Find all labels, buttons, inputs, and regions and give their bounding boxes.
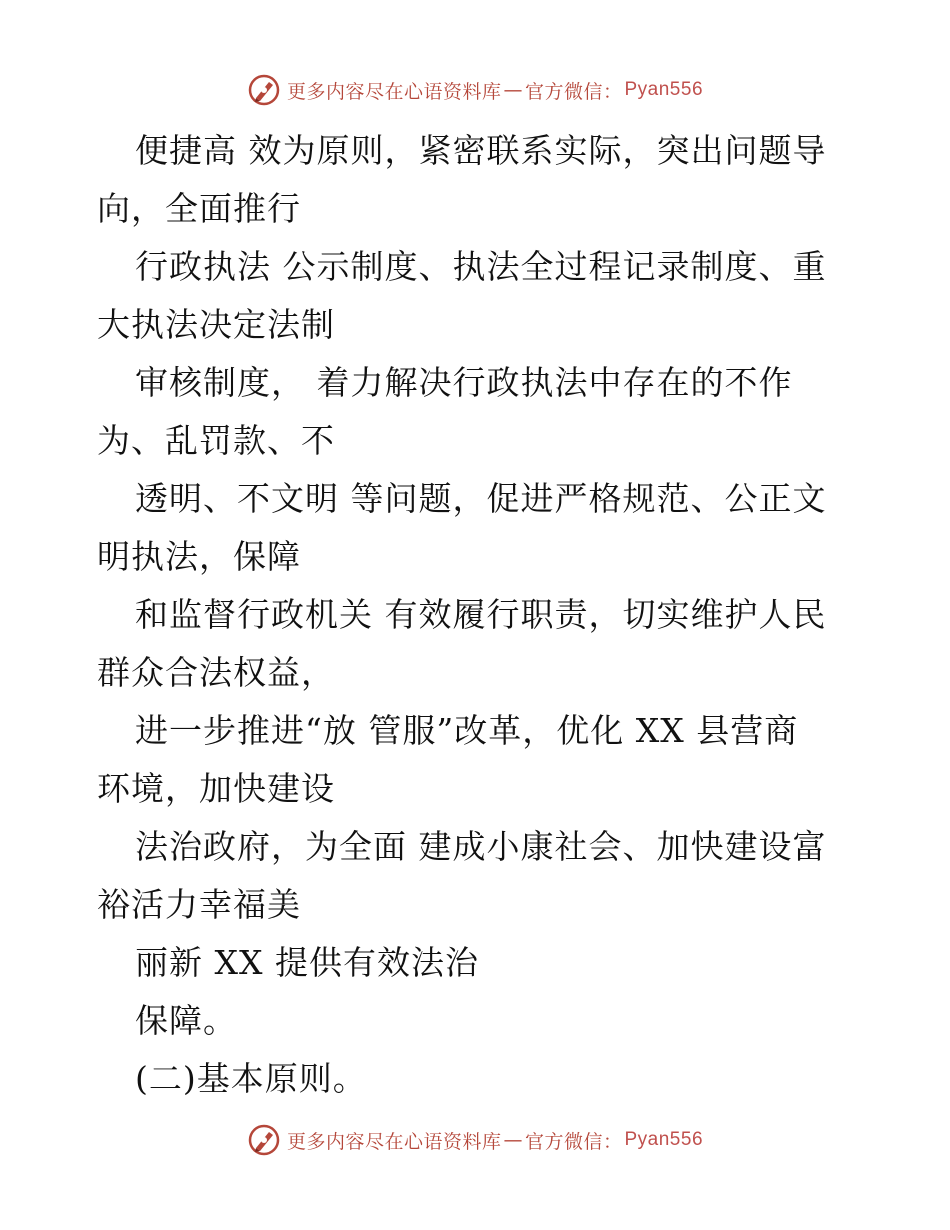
body-line: 群众合法权益， xyxy=(97,653,335,692)
body-line: 便捷高 效为原则，紧密联系实际，突出问题导 xyxy=(135,131,827,170)
footer-wechat-id: Pyan556 xyxy=(624,1129,704,1150)
body-line: 丽新 XX 提供有效法治 xyxy=(135,943,479,982)
header-separator: — xyxy=(503,79,523,101)
body-line: 进一步推进“放 管服”改革，优化 XX 县营商 xyxy=(135,711,799,750)
body-line: 和监督行政机关 有效履行职责，切实维护人民 xyxy=(135,595,827,634)
body-line: 明执法，保障 xyxy=(97,537,301,576)
body-line: 环境，加快建设 xyxy=(97,769,335,808)
body-line: 裕活力幸福美 xyxy=(97,885,301,924)
body-line: 保障。 xyxy=(135,1001,237,1040)
body-line: 透明、不文明 等问题，促进严格规范、公正文 xyxy=(135,479,827,518)
footer-banner xyxy=(0,1120,950,1160)
body-line: 行政执法 公示制度、执法全过程记录制度、重 xyxy=(135,247,827,286)
body-line: 大执法决定法制 xyxy=(97,305,335,344)
footer-separator: — xyxy=(503,1129,523,1151)
pen-logo-icon xyxy=(247,1123,281,1157)
body-line: 为、乱罚款、不 xyxy=(97,421,335,460)
header-banner xyxy=(0,70,950,110)
body-line: 审核制度， 着力解决行政执法中存在的不作 xyxy=(135,363,793,402)
header-wechat-id: Pyan556 xyxy=(624,79,704,100)
pen-logo-icon xyxy=(247,73,281,107)
body-line: 法治政府，为全面 建成小康社会、加快建设富 xyxy=(135,827,827,866)
footer-site-text: 更多内容尽在心语资料库 xyxy=(286,1130,502,1153)
header-wechat-label: 官方微信： xyxy=(524,80,623,103)
document-body xyxy=(97,122,837,1108)
body-line: (二)基本原则。 xyxy=(135,1059,367,1098)
footer-wechat-label: 官方微信： xyxy=(524,1130,623,1153)
header-site-text: 更多内容尽在心语资料库 xyxy=(286,80,502,103)
body-line: 向，全面推行 xyxy=(97,189,301,228)
